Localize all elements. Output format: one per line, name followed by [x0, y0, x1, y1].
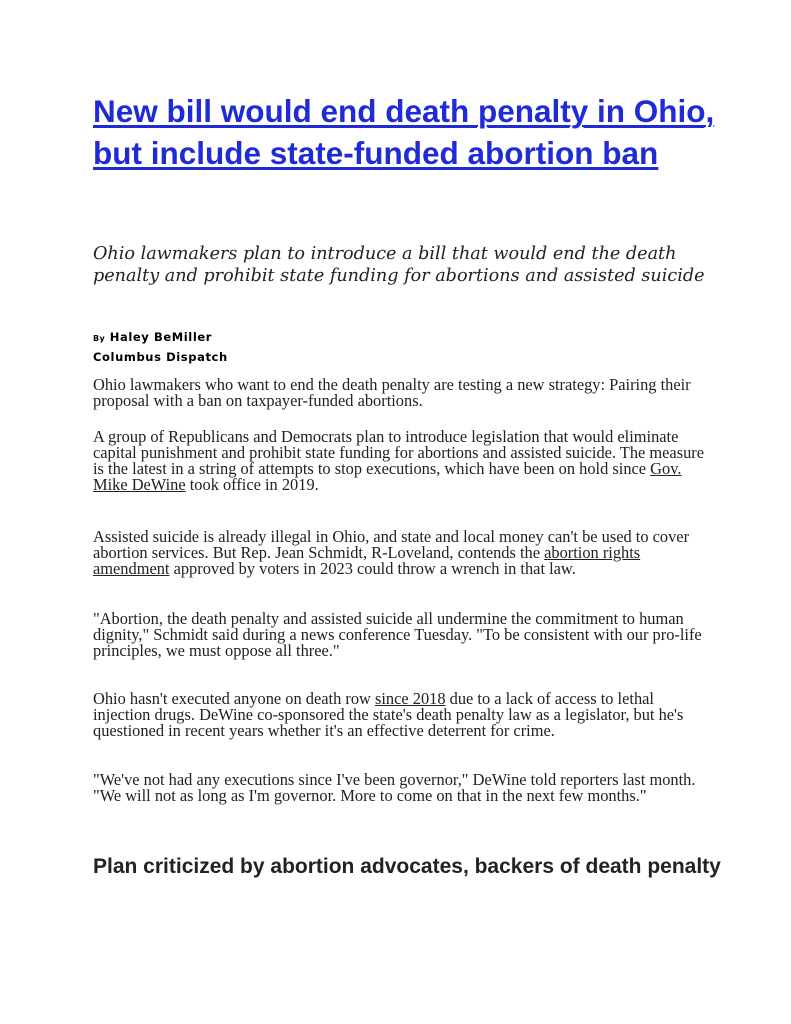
paragraph-text: took office in 2019. [185, 475, 319, 494]
byline-prefix: By [93, 334, 106, 343]
article-paragraph-2 [93, 429, 713, 493]
paragraph-text: approved by voters in 2023 could throw a wrench in that law. [169, 559, 576, 578]
author-name: Haley BeMiller [109, 330, 213, 344]
paragraph-text: A group of Republicans and Democrats plan to introduce legislation that would eliminate capital punishment and prohibit state funding for abortions and assisted suicide. The measure is the latest in a string of attempts to stop executions, which have been on hold since [93, 427, 705, 478]
article-paragraph-1: Ohio lawmakers who want to end the death penalty are testing a new strategy: Pairing their proposal with a ban on taxpayer-funded abortions. [93, 375, 691, 410]
publication-name: Columbus Dispatch [93, 350, 228, 364]
paragraph-text: Assisted suicide is already illegal in Ohio, and state and local money can't be used to cover abortion services. But Rep. Jean Schmidt, R-Loveland, contends the [93, 527, 690, 562]
article-paragraph-3 [93, 529, 713, 577]
section-heading: Plan criticized by abortion advocates, backers of death penalty [93, 855, 721, 878]
article-paragraph-6: "We've not had any executions since I've been governor," DeWine told reporters last month. "We will not as long as I'm governor. More to come on that in the next few months." [93, 770, 696, 805]
byline [93, 328, 228, 366]
abortion-amendment-link[interactable]: abortion rights amendment [93, 543, 641, 578]
article-paragraph-4: "Abortion, the death penalty and assisted suicide all undermine the commitment to human dignity," Schmidt said during a news conference Tuesday. "To be consistent with our pro-life principles, we must oppose all three." [93, 609, 702, 660]
headline-link[interactable]: New bill would end death penalty in Ohio, but include state-funded abortion ban [93, 93, 715, 171]
dewine-link[interactable]: Gov. Mike DeWine [93, 459, 682, 494]
article-headline[interactable] [93, 90, 733, 174]
since-2018-link[interactable]: since 2018 [374, 689, 446, 708]
article-subheadline: Ohio lawmakers plan to introduce a bill that would end the death penalty and prohibit state funding for abortions and assisted suicide [93, 244, 705, 286]
article-paragraph-5 [93, 691, 713, 739]
paragraph-text: Ohio hasn't executed anyone on death row [93, 689, 375, 708]
paragraph-text: due to a lack of access to lethal injection drugs. DeWine co-sponsored the state's death penalty law as a legislator, but he's questioned in recent years whether it's an effective deterrent for crime. [93, 689, 684, 740]
